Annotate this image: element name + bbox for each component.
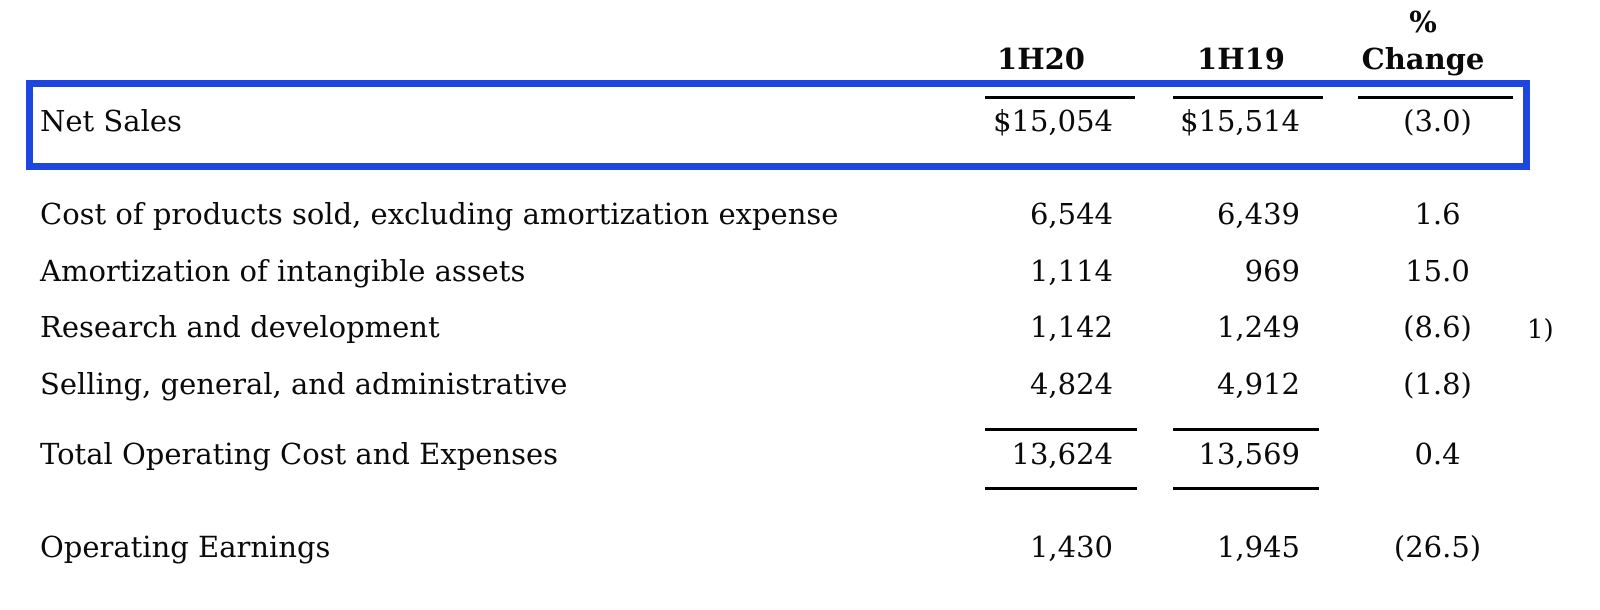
row-label: Selling, general, and administrative xyxy=(40,367,568,401)
earnings-row-pct-change: (26.5) xyxy=(1393,530,1482,564)
earnings-row-1h20-value: 1,430 xyxy=(1029,530,1113,564)
total-top-rule-1h20 xyxy=(985,428,1137,431)
earnings-row-label: Operating Earnings xyxy=(40,530,331,564)
row-label: Research and development xyxy=(40,310,440,344)
row-label: Cost of products sold, excluding amortization expense xyxy=(40,197,839,231)
total-row-1h20-value: 13,624 xyxy=(1011,437,1113,471)
total-top-rule-1h19 xyxy=(1173,428,1319,431)
row-label: Amortization of intangible assets xyxy=(40,254,526,288)
net-sales-label: Net Sales xyxy=(40,104,182,138)
row-pct-change: 15.0 xyxy=(1405,254,1470,288)
pct-header-symbol: % xyxy=(1409,5,1437,39)
row-1h19-value: 969 xyxy=(1244,254,1300,288)
col-header-change: Change xyxy=(1361,42,1485,76)
row-1h20-value: 4,824 xyxy=(1029,367,1113,401)
net-sales-highlight-box xyxy=(26,80,1530,170)
row-1h20-value: 6,544 xyxy=(1029,197,1113,231)
row-pct-change: (8.6) xyxy=(1403,310,1472,344)
total-row-1h19-value: 13,569 xyxy=(1198,437,1300,471)
row-pct-change: 1.6 xyxy=(1414,197,1461,231)
col-header-1h19: 1H19 xyxy=(1197,42,1285,76)
total-row-pct-change: 0.4 xyxy=(1414,437,1461,471)
total-bottom-rule-1h19 xyxy=(1173,487,1319,490)
net-sales-1h19-value: $15,514 xyxy=(1180,104,1300,138)
total-bottom-rule-1h20 xyxy=(985,487,1137,490)
row-1h19-value: 4,912 xyxy=(1216,367,1300,401)
footnote-marker: 1) xyxy=(1527,315,1554,345)
col-header-1h20: 1H20 xyxy=(997,42,1085,76)
row-1h19-value: 6,439 xyxy=(1216,197,1300,231)
row-1h20-value: 1,114 xyxy=(1029,254,1113,288)
row-1h20-value: 1,142 xyxy=(1029,310,1113,344)
net-sales-1h20-value: $15,054 xyxy=(993,104,1113,138)
row-pct-change: (1.8) xyxy=(1403,367,1472,401)
net-sales-pct-change: (3.0) xyxy=(1403,104,1472,138)
earnings-row-1h19-value: 1,945 xyxy=(1216,530,1300,564)
total-row-label: Total Operating Cost and Expenses xyxy=(40,437,559,471)
row-1h19-value: 1,249 xyxy=(1216,310,1300,344)
